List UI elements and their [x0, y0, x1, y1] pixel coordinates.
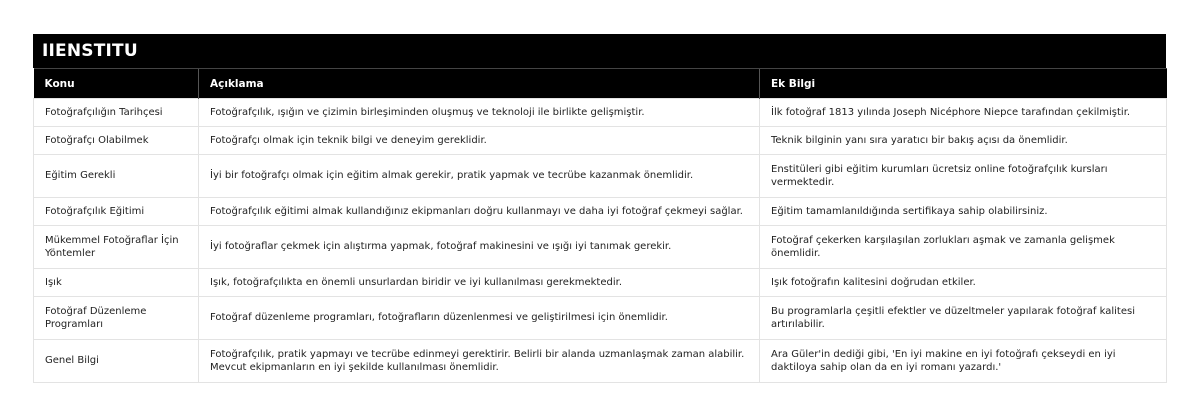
cell-aciklama: Fotoğrafçılık eğitimi almak kullandığınız ekipmanları doğru kullanmayı ve daha iyi fotoğraf çekmeyi sağlar.: [199, 198, 760, 226]
content-table-container: [33, 34, 1166, 383]
cell-konu: Fotoğrafçı Olabilmek: [34, 127, 199, 155]
brand-title: IIENSTITU: [33, 34, 1166, 68]
cell-aciklama: Işık, fotoğrafçılıkta en önemli unsurlardan biridir ve iyi kullanılması gerekmektedir.: [199, 269, 760, 297]
table-row: [34, 226, 1167, 269]
cell-konu: Fotoğrafçılığın Tarihçesi: [34, 99, 199, 127]
cell-aciklama: Fotoğrafçı olmak için teknik bilgi ve deneyim gereklidir.: [199, 127, 760, 155]
header-ek-bilgi: Ek Bilgi: [760, 69, 1167, 99]
cell-ek-bilgi: Enstitüleri gibi eğitim kurumları ücretsiz online fotoğrafçılık kursları vermektedir.: [760, 155, 1167, 198]
cell-aciklama: Fotoğraf düzenleme programları, fotoğrafların düzenlenmesi ve geliştirilmesi için önemlidir.: [199, 297, 760, 340]
table-row: [34, 155, 1167, 198]
cell-konu: Genel Bilgi: [34, 340, 199, 383]
cell-ek-bilgi: Işık fotoğrafın kalitesini doğrudan etkiler.: [760, 269, 1167, 297]
cell-ek-bilgi: Bu programlarla çeşitli efektler ve düzeltmeler yapılarak fotoğraf kalitesi artırılabilir.: [760, 297, 1167, 340]
header-aciklama: Açıklama: [199, 69, 760, 99]
cell-ek-bilgi: İlk fotoğraf 1813 yılında Joseph Nicéphore Niepce tarafından çekilmiştir.: [760, 99, 1167, 127]
cell-ek-bilgi: Ara Güler'in dediği gibi, 'En iyi makine en iyi fotoğrafı çekseydi en iyi daktiloya sahip olan da en iyi romanı yazardı.': [760, 340, 1167, 383]
cell-aciklama: Fotoğrafçılık, pratik yapmayı ve tecrübe edinmeyi gerektirir. Belirli bir alanda uzmanlaşmak zaman alabilir. Mevcut ekipmanların en iyi şekilde kullanılması önemlidir.: [199, 340, 760, 383]
header-konu: Konu: [34, 69, 199, 99]
cell-ek-bilgi: Teknik bilginin yanı sıra yaratıcı bir bakış açısı da önemlidir.: [760, 127, 1167, 155]
cell-konu: Fotoğraf Düzenleme Programları: [34, 297, 199, 340]
table-row: [34, 269, 1167, 297]
cell-konu: Eğitim Gerekli: [34, 155, 199, 198]
table-row: [34, 127, 1167, 155]
cell-ek-bilgi: Fotoğraf çekerken karşılaşılan zorlukları aşmak ve zamanla gelişmek önemlidir.: [760, 226, 1167, 269]
table-row: [34, 340, 1167, 383]
cell-konu: Işık: [34, 269, 199, 297]
cell-aciklama: İyi bir fotoğrafçı olmak için eğitim almak gerekir, pratik yapmak ve tecrübe kazanmak önemlidir.: [199, 155, 760, 198]
table-row: [34, 99, 1167, 127]
cell-aciklama: Fotoğrafçılık, ışığın ve çizimin birleşiminden oluşmuş ve teknoloji ile birlikte gelişmiştir.: [199, 99, 760, 127]
table-header-row: [34, 69, 1167, 99]
cell-ek-bilgi: Eğitim tamamlanıldığında sertifikaya sahip olabilirsiniz.: [760, 198, 1167, 226]
table-row: [34, 297, 1167, 340]
cell-konu: Mükemmel Fotoğraflar İçin Yöntemler: [34, 226, 199, 269]
cell-konu: Fotoğrafçılık Eğitimi: [34, 198, 199, 226]
cell-aciklama: İyi fotoğraflar çekmek için alıştırma yapmak, fotoğraf makinesini ve ışığı iyi tanımak gerekir.: [199, 226, 760, 269]
table-row: [34, 198, 1167, 226]
info-table: [33, 68, 1167, 383]
